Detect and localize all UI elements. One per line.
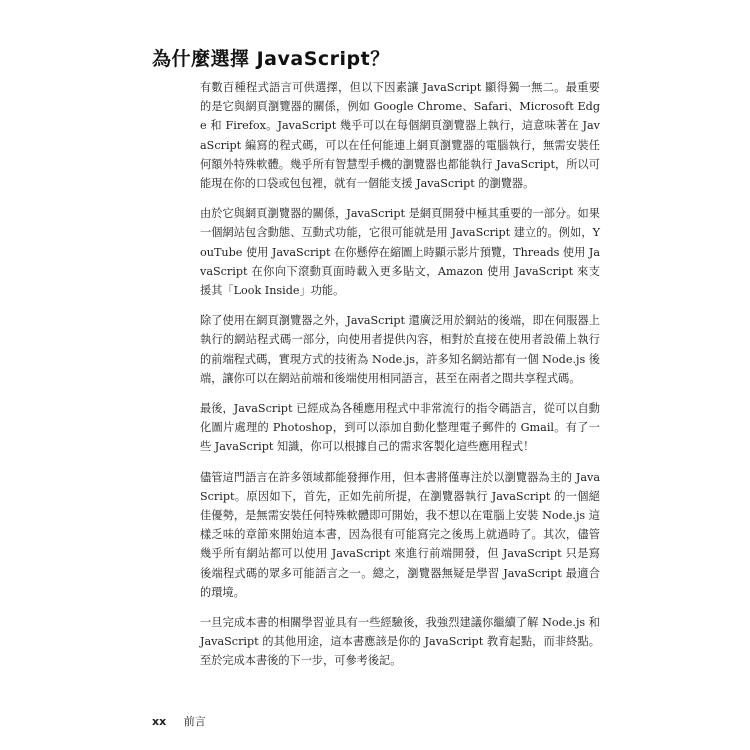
page-footer bbox=[152, 713, 206, 729]
paragraph-1: 有數百種程式語言可供選擇，但以下因素讓 JavaScript 顯得獨一無二。最重要的是它與網頁瀏覽器的關係，例如 Google Chrome、Safari、Microsoft Edge 和 Firefox。JavaScript 幾乎可以在每個網頁瀏覽器上執行，這意味著在 JavaScript 編寫的程式碼，可以在任何能連上網頁瀏覽器的電腦執行，無需安裝任何額外特殊軟體。幾乎所有智慧型手機的瀏覽器也都能執行 JavaScript，所以可能現在你的口袋或包包裡，就有一個能支援 JavaScript 的瀏覽器。 bbox=[200, 81, 600, 191]
body-text bbox=[200, 78, 600, 682]
paragraph-6: 一旦完成本書的相關學習並具有一些經驗後，我強烈建議你繼續了解 Node.js 和 JavaScript 的其他用途，這本書應該是你的 JavaScript 教育起點，而非終點。至於完成本書後的下一步，可參考後記。 bbox=[200, 616, 600, 668]
paragraph-2: 由於它與網頁瀏覽器的關係，JavaScript 是網頁開發中極其重要的一部分。如果一個網站包含動態、互動式功能，它很可能就是用 JavaScript 建立的。例如，YouTube 使用 JavaScript 在你懸停在縮圖上時顯示影片預覽，Threads 使用 JavaScript 在你向下滾動頁面時載入更多貼文，Amazon 使用 JavaScript 來支援其「Look Inside」功能。 bbox=[200, 207, 600, 298]
section-heading: 為什麼選擇 JavaScript？ bbox=[152, 48, 390, 70]
paragraph-5: 儘管這門語言在許多領域都能發揮作用，但本書將僅專注於以瀏覽器為主的 JavaScript。原因如下，首先，正如先前所提，在瀏覽器執行 JavaScript 的一個絕佳優勢，是無需安裝任何特殊軟體即可開始，我不想以在電腦上安裝 Node.js 這樣乏味的章節來開始這本書，因為很有可能寫完之後馬上就過時了。其次，儘管幾乎所有網站都可以使用 JavaScript 來進行前端開發，但 JavaScript 只是寫後端程式碼的眾多可能語言之一。總之，瀏覽器無疑是學習 JavaScript 最適合的環境。 bbox=[200, 470, 600, 599]
paragraph-4: 最後，JavaScript 已經成為各種應用程式中非常流行的指令碼語言，從可以自動化圖片處理的 Photoshop，到可以添加自動化整理電子郵件的 Gmail。有了一些 JavaScript 知識，你可以根據自己的需求客製化這些應用程式！ bbox=[200, 402, 600, 454]
page-number: xx bbox=[152, 715, 167, 728]
paragraph-3: 除了使用在網頁瀏覽器之外，JavaScript 還廣泛用於網站的後端，即在伺服器上執行的網站程式碼一部分，向使用者提供內容，相對於直接在使用者設備上執行的前端程式碼，實現方式的技術為 Node.js，許多知名網站都有一個 Node.js 後端，讓你可以在網站前端和後端使用相同語言，甚至在兩者之間共享程式碼。 bbox=[200, 314, 600, 385]
footer-section-label: 前言 bbox=[183, 715, 206, 728]
